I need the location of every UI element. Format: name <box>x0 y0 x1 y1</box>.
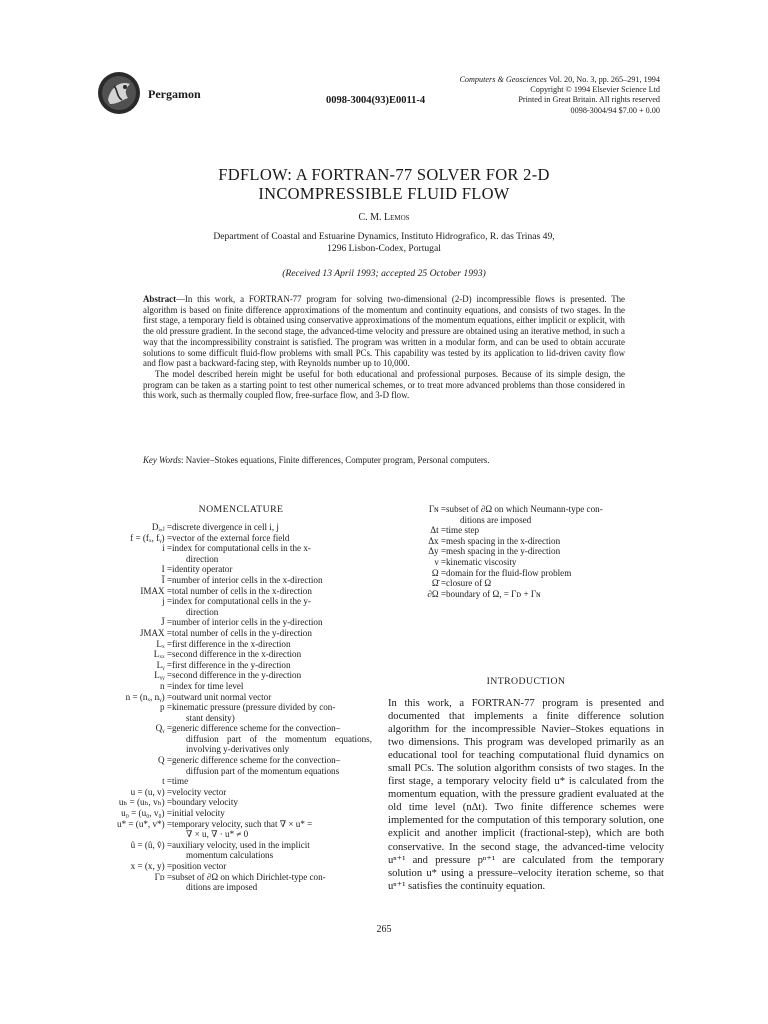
nomenclature-symbol: j = <box>162 596 172 607</box>
nomenclature-entry <box>102 660 372 671</box>
nomenclature-definition-text: generic difference scheme for the convection– <box>172 755 341 766</box>
nomenclature-entry <box>102 808 372 819</box>
nomenclature-symbol: i = <box>162 543 172 554</box>
nomenclature-symbol: x = (x, y) = <box>130 861 172 871</box>
nomenclature-definition <box>446 525 664 536</box>
nomenclature-symbol: p = <box>160 702 172 713</box>
nomenclature-entry <box>102 522 372 533</box>
abstract-text-1: —In this work, a FORTRAN-77 program for solving two-dimensional (2-D) incompressible flows is presented. The algorithm is based on finite difference approximations of the momentum and continuity equations, and consists of two stages. In the first stage, a temporary field is obtained using conservative approximations of the momentum equations, either implicit or explicit, with the old pressure gradient. In the second stage, the advanced-time velocity and pressure are obtained using an iterative method, in such a way that the incompressibility constraint is satisfied. The program was written in a modular form, and can be used to obtain accurate solutions to some difficult fluid-flow problems with small PCs. This capability was tested by its application to lid-driven cavity flow and flow past a backward-facing step, with Reynolds number up to 10,000. <box>143 294 625 369</box>
nomenclature-symbol: Ω = <box>431 567 446 578</box>
nomenclature-entry <box>102 649 372 660</box>
nomenclature-definition-text: mesh spacing in the x-direction <box>446 535 561 546</box>
nomenclature-definition <box>172 564 372 575</box>
nomenclature-entry <box>102 586 372 597</box>
nomenclature-definition-text: initial velocity <box>172 808 225 819</box>
nomenclature-definition <box>172 649 372 660</box>
nomenclature-entry <box>102 723 372 755</box>
nomenclature-definition-text: generic difference scheme for the convection– <box>172 723 341 734</box>
nomenclature-definition-continuation: diffusion part of the momentum equations <box>186 765 340 776</box>
nomenclature-entry <box>102 787 372 798</box>
nomenclature-definition <box>172 723 372 755</box>
nomenclature-definition <box>172 776 372 787</box>
nomenclature-definition-text: identity operator <box>172 564 233 575</box>
title-line-1: FDFLOW: A FORTRAN-77 SOLVER FOR 2-D <box>218 165 550 184</box>
nomenclature-definition-continuation: stant density) <box>186 712 235 723</box>
abstract <box>143 294 625 401</box>
nomenclature-definition-text: boundary velocity <box>172 797 238 808</box>
nomenclature-definition <box>172 755 372 776</box>
nomenclature-definition-text: auxiliary velocity, used in the implicit <box>172 839 310 850</box>
nomenclature-definition-text: second difference in the x-direction <box>172 649 302 660</box>
nomenclature-entry <box>102 617 372 628</box>
affiliation <box>150 231 618 254</box>
nomenclature-definition-continuation: ditions are imposed <box>186 882 258 893</box>
copyright: Copyright © 1994 Elsevier Science Ltd <box>530 85 660 95</box>
nomenclature-definition-text: boundary of Ω, = Γᴅ + Γɴ <box>446 588 541 599</box>
publisher-name: Pergamon <box>148 87 201 101</box>
nomenclature-entry <box>388 578 664 589</box>
nomenclature-definition <box>172 702 372 723</box>
nomenclature-entry <box>102 840 372 861</box>
nomenclature-definition <box>172 872 372 893</box>
nomenclature-definition <box>446 546 664 557</box>
nomenclature-symbol: t = <box>162 776 172 787</box>
title-line-2: INCOMPRESSIBLE FLUID FLOW <box>258 184 510 203</box>
nomenclature-symbol: Lᵧᵧ = <box>154 670 172 681</box>
nomenclature-definition-text: time step <box>446 525 480 536</box>
nomenclature-definition <box>446 589 664 600</box>
nomenclature-definition-text: outward unit normal vector <box>172 691 272 702</box>
author-initials: C. M. <box>358 212 384 223</box>
abstract-paragraph-1 <box>143 294 625 369</box>
journal-name: Computers & Geosciences <box>459 75 547 84</box>
nomenclature-definition-continuation: diffusion part of the momentum equations, involving y-derivatives only <box>186 733 372 755</box>
nomenclature-definition-text: subset of ∂Ω on which Dirichlet-type con- <box>172 871 326 882</box>
nomenclature-definition <box>172 533 372 544</box>
nomenclature-entry <box>102 872 372 893</box>
nomenclature-symbol: Δy = <box>428 546 446 557</box>
abstract-label: Abstract <box>143 294 177 304</box>
nomenclature-entry <box>102 755 372 776</box>
nomenclature-definition <box>172 596 372 617</box>
nomenclature-symbol: ∂Ω = <box>427 588 446 599</box>
nomenclature-entry <box>388 536 664 547</box>
nomenclature-symbol: Lₓₓ = <box>153 649 172 660</box>
nomenclature-heading: NOMENCLATURE <box>198 504 284 515</box>
nomenclature-definition <box>172 797 372 808</box>
nomenclature-entry <box>388 546 664 557</box>
nomenclature-symbol: n = <box>160 680 172 691</box>
nomenclature-definition-continuation: direction <box>186 606 219 617</box>
nomenclature-definition-text: discrete divergence in cell i, j <box>172 522 279 532</box>
nomenclature-definition <box>172 692 372 703</box>
nomenclature-definition <box>172 670 372 681</box>
nomenclature-definition-text: velocity vector <box>172 786 227 797</box>
introduction-paragraph: In this work, a FORTRAN-77 program is presented and documented that implements a finite difference solution algorithm for the incompressible Navier–Stokes equations in two dimensions. This program was developed primarily as an educational tool for teaching computational fluid dynamics on small PCs. The solution algorithm consists of two stages. In the first stage, a temporary velocity field u* is calculated from the momentum equation, with the pressure gradient evaluated at the old time level (nΔt). Two finite difference schemes were implemented for the computation of this temporary solution, one explicit and another implicit (fractional-step), which are both conservative. In the second stage, the advanced-time velocity uⁿ⁺¹ and pressure pⁿ⁺¹ are calculated from the temporary solution u* using a pressure–velocity iteration scheme, so that uⁿ⁺¹ satisfies the continuity equation. <box>388 698 664 892</box>
nomenclature-definition-text: first difference in the y-direction <box>172 659 291 670</box>
nomenclature-symbol: Lₓ = <box>156 638 172 649</box>
nomenclature-symbol: J̄ = <box>161 617 172 628</box>
nomenclature-definition <box>446 568 664 579</box>
nomenclature-definition <box>446 536 664 547</box>
nomenclature-symbol: uₕ = (uₕ, vₕ) = <box>118 797 172 808</box>
nomenclature-entry <box>102 670 372 681</box>
nomenclature-definition <box>446 557 664 568</box>
nomenclature-symbol: u* = (u*, v*) = <box>117 818 172 829</box>
nomenclature-symbol: u = (u, v) = <box>130 786 172 797</box>
nomenclature-definition-text: index for computational cells in the y- <box>172 596 311 607</box>
nomenclature-definition <box>172 575 372 586</box>
nomenclature-definition <box>172 628 372 639</box>
nomenclature-symbol: u₀ = (u₀, v₀) = <box>121 808 172 819</box>
nomenclature-entry <box>102 533 372 544</box>
nomenclature-definition <box>172 787 372 798</box>
nomenclature-definition-text: time <box>172 776 189 787</box>
nomenclature-definition <box>172 660 372 671</box>
nomenclature-symbol: Ī = <box>161 574 172 585</box>
nomenclature-definition <box>172 522 372 533</box>
nomenclature-definition-text: index for time level <box>172 680 244 691</box>
nomenclature-symbol: Γɴ = <box>428 504 446 514</box>
nomenclature-symbol: f = (fₓ, fᵧ) = <box>130 532 172 543</box>
nomenclature-entry <box>388 589 664 600</box>
page-number: 265 <box>376 924 392 935</box>
nomenclature-entry <box>102 543 372 564</box>
nomenclature-definition-text: number of interior cells in the x-direction <box>172 574 323 585</box>
keywords <box>143 455 625 465</box>
nomenclature-definition <box>446 578 664 589</box>
printed-note: Printed in Great Britain. All rights reserved <box>518 95 660 105</box>
nomenclature-entry <box>102 564 372 575</box>
nomenclature-symbol: Dᵢ,ⱼ = <box>151 522 172 532</box>
nomenclature-definition-text: second difference in the y-direction <box>172 670 302 681</box>
nomenclature-definition-text: subset of ∂Ω on which Neumann-type con- <box>446 504 603 514</box>
nomenclature-symbol: Lᵧ = <box>156 659 172 670</box>
journal-info <box>420 75 660 116</box>
nomenclature-symbol: Δx = <box>428 535 446 546</box>
nomenclature-definition <box>446 504 664 525</box>
journal-citation <box>420 75 660 85</box>
journal-volume: Vol. 20, No. 3, pp. 265–291, 1994 <box>548 75 660 84</box>
affiliation-line-2: 1296 Lisbon-Codex, Portugal <box>327 242 441 254</box>
nomenclature-symbol: n = (nₓ, nᵧ) = <box>125 691 172 702</box>
keywords-list: : Navier–Stokes equations, Finite differences, Computer program, Personal computers. <box>181 455 490 465</box>
nomenclature-definition-text: total number of cells in the x-direction <box>172 585 312 596</box>
nomenclature-symbol: Γᴅ = <box>154 871 172 882</box>
nomenclature-entry <box>102 797 372 808</box>
nomenclature-definition-text: kinematic pressure (pressure divided by con- <box>172 702 336 713</box>
nomenclature-entry <box>388 525 664 536</box>
nomenclature-definition <box>172 617 372 628</box>
nomenclature-entry <box>102 639 372 650</box>
introduction-heading: INTRODUCTION <box>486 676 566 687</box>
nomenclature-symbol: I = <box>161 564 172 575</box>
nomenclature-definition <box>172 681 372 692</box>
nomenclature-entry <box>102 861 372 872</box>
nomenclature-definition-text: position vector <box>172 861 227 871</box>
abstract-paragraph-2: The model described herein might be useful for both educational and professional purposes. Because of its simple design, the program can be taken as a starting point to test other numerical schemes, or to treat more advanced problems than those considered in this work, such as thermally coupled flow, free-surface flow, and 3-D flow. <box>143 368 625 401</box>
nomenclature-entry <box>102 596 372 617</box>
nomenclature-definition-text: vector of the external force field <box>172 532 290 543</box>
keywords-label: Key Words <box>143 455 182 465</box>
nomenclature-definition <box>172 543 372 564</box>
nomenclature-definition <box>172 639 372 650</box>
nomenclature-entry <box>102 702 372 723</box>
nomenclature-entry <box>102 575 372 586</box>
nomenclature-definition-text: domain for the fluid-flow problem <box>446 567 572 578</box>
doi: 0098-3004(93)E0011-4 <box>326 95 426 106</box>
nomenclature-entry <box>102 692 372 703</box>
nomenclature-definition-text: mesh spacing in the y-direction <box>446 546 561 557</box>
nomenclature-definition <box>172 819 372 840</box>
nomenclature-definition <box>172 861 372 872</box>
nomenclature-definition-text: number of interior cells in the y-direction <box>172 617 323 628</box>
affiliation-line-1: Department of Coastal and Estuarine Dynamics, Instituto Hidrografico, R. das Trinas 49, <box>213 231 555 242</box>
nomenclature-entry <box>102 819 372 840</box>
article-title <box>120 165 648 203</box>
nomenclature-definition-continuation: ditions are imposed <box>460 514 532 525</box>
nomenclature-entry <box>102 628 372 639</box>
nomenclature-definition <box>172 808 372 819</box>
nomenclature-definition <box>172 840 372 861</box>
nomenclature-symbol: Δt = <box>430 525 446 536</box>
price-code: 0098-3004/94 $7.00 + 0.00 <box>570 105 660 115</box>
nomenclature-definition-text: kinematic viscosity <box>446 556 517 567</box>
author-surname: Lemos <box>384 212 410 223</box>
nomenclature-symbol: ν = <box>434 556 446 567</box>
nomenclature-definition-text: closure of Ω <box>446 578 492 589</box>
nomenclature-entry <box>388 557 664 568</box>
nomenclature-definition-text: total number of cells in the y-direction <box>172 627 312 638</box>
nomenclature-symbol: JMAX = <box>139 627 172 638</box>
nomenclature-entry <box>102 681 372 692</box>
nomenclature-symbol: Qᵧ = <box>155 723 172 734</box>
nomenclature-symbol: Ω̄ = <box>431 578 446 589</box>
nomenclature-symbol: û = (û, v̂) = <box>130 839 172 850</box>
nomenclature-symbol: IMAX = <box>140 585 172 596</box>
nomenclature-entry <box>388 504 664 525</box>
author <box>184 212 584 223</box>
received-dates: (Received 13 April 1993; accepted 25 October 1993) <box>282 268 486 279</box>
pergamon-logo-icon <box>96 70 142 116</box>
nomenclature-definition-continuation: momentum calculations <box>186 850 274 861</box>
nomenclature-list-right <box>388 504 664 599</box>
nomenclature-list-left <box>102 522 372 893</box>
nomenclature-definition-continuation: direction <box>186 553 219 564</box>
nomenclature-definition-text: index for computational cells in the x- <box>172 543 311 554</box>
nomenclature-definition-text: temporary velocity, such that ∇ × u* = <box>172 818 313 829</box>
nomenclature-entry <box>102 776 372 787</box>
nomenclature-definition <box>172 586 372 597</box>
nomenclature-definition-continuation: ∇ × u, ∇ · u* ≠ 0 <box>186 829 249 840</box>
nomenclature-definition-text: first difference in the x-direction <box>172 638 291 649</box>
introduction-body <box>388 697 664 893</box>
nomenclature-symbol: Q = <box>158 755 172 766</box>
nomenclature-entry <box>388 568 664 579</box>
